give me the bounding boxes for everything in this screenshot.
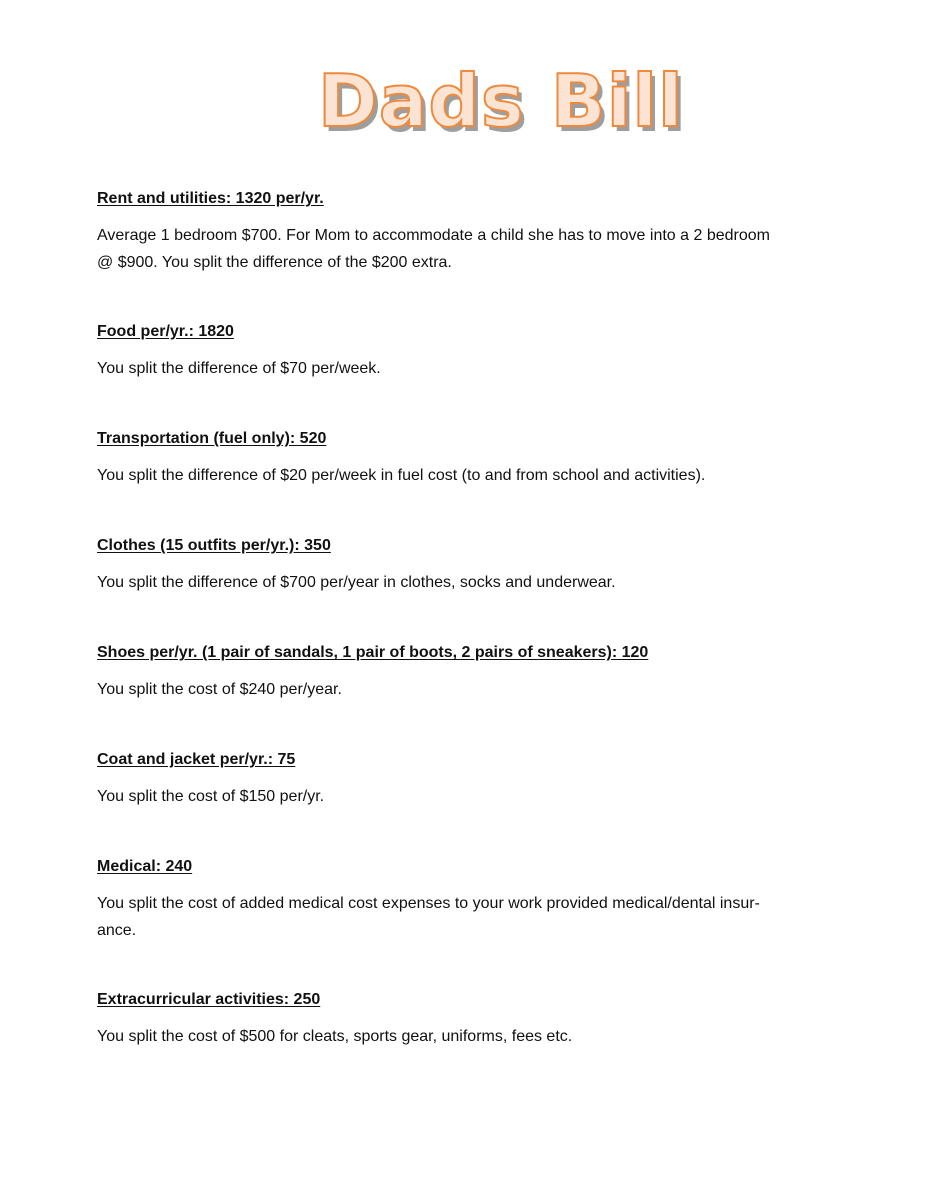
section-heading: Medical: 240 xyxy=(97,858,193,875)
section-heading: Extracurricular activities: 250 xyxy=(97,991,321,1008)
body-line: You split the cost of $500 for cleats, sports gear, uniforms, fees etc. xyxy=(97,1028,573,1045)
section-transportation xyxy=(97,428,817,489)
body-line: You split the difference of $700 per/year in clothes, socks and underwear. xyxy=(97,574,616,591)
body-line: You split the difference of $20 per/week in fuel cost (to and from school and activities). xyxy=(97,467,706,484)
section-medical xyxy=(97,856,817,944)
section-rent-utilities xyxy=(97,188,817,276)
section-heading: Shoes per/yr. (1 pair of sandals, 1 pair of boots, 2 pairs of sneakers): 120 xyxy=(97,644,649,661)
section-extracurricular xyxy=(97,989,817,1050)
body-line: You split the cost of added medical cost expenses to your work provided medical/dental insur- xyxy=(97,895,760,912)
body-line: You split the cost of $150 per/yr. xyxy=(97,788,325,805)
section-heading: Food per/yr.: 1820 xyxy=(97,323,234,340)
section-shoes xyxy=(97,642,817,703)
page-title: Dads Bill xyxy=(318,59,684,143)
section-clothes xyxy=(97,535,817,596)
section-coat-jacket xyxy=(97,749,817,810)
section-food xyxy=(97,321,817,382)
section-body xyxy=(97,783,817,810)
section-body xyxy=(97,569,817,596)
section-body xyxy=(97,890,817,944)
section-heading: Transportation (fuel only): 520 xyxy=(97,430,327,447)
section-heading: Coat and jacket per/yr.: 75 xyxy=(97,751,296,768)
section-body xyxy=(97,462,817,489)
body-line: You split the cost of $240 per/year. xyxy=(97,681,342,698)
body-line: You split the difference of $70 per/week. xyxy=(97,360,381,377)
body-line: @ $900. You split the difference of the $200 extra. xyxy=(97,254,452,271)
section-heading: Rent and utilities: 1320 per/yr. xyxy=(97,190,324,207)
section-body xyxy=(97,676,817,703)
section-heading: Clothes (15 outfits per/yr.): 350 xyxy=(97,537,331,554)
section-body xyxy=(97,355,817,382)
section-body xyxy=(97,222,817,276)
section-body xyxy=(97,1023,817,1050)
body-line: Average 1 bedroom $700. For Mom to accommodate a child she has to move into a 2 bedroom xyxy=(97,227,770,244)
body-line: ance. xyxy=(97,922,137,939)
